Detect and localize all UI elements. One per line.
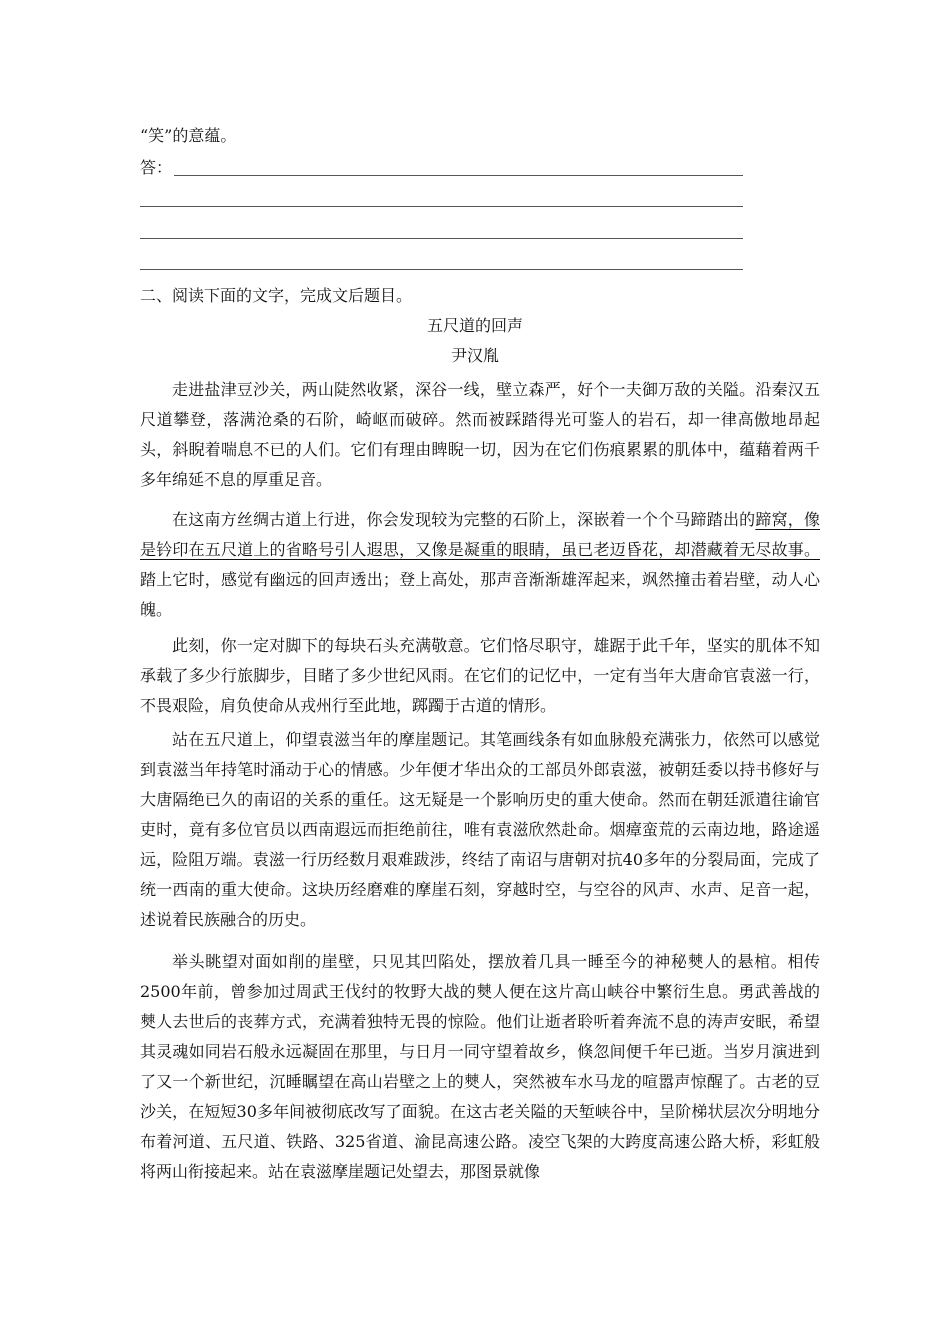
answer-line-1[interactable]: [174, 175, 743, 176]
article-author: 尹汉胤: [450, 346, 499, 365]
answer-line-4[interactable]: [140, 269, 743, 270]
question-tail-text: “笑”的意蕴。: [140, 126, 237, 145]
paragraph-3: 此刻，你一定对脚下的每块石头充满敬意。它们恪尽职守，雄踞于此千年，坚实的肌体不知承载了多少行旅脚步，目睹了多少世纪风雨。在它们的记忆中，一定有当年大唐命官袁滋一行，不畏艰险，肩负使命从戎州行至此地，踯躅于古道的情形。: [140, 636, 820, 715]
answer-label: 答：: [140, 158, 173, 177]
paragraph-2-tail: 踏上它时，感觉有幽远的回声透出；登上高处，那声音渐渐雄浑起来，飒然撞击着岩壁，动人心魄。: [140, 570, 820, 619]
paragraph-2: [140, 505, 820, 625]
paragraph-4: 站在五尺道上，仰望袁滋当年的摩崖题记。其笔画线条有如血脉般充满张力，依然可以感觉到袁滋当年持笔时涌动于心的情感。少年便才华出众的工部员外郎袁滋，被朝廷委以持书修好与大唐隔绝已久的南诏的关系的重任。这无疑是一个影响历史的重大使命。然而在朝廷派遣往谕官吏时，竟有多位官员以西南遐远而拒绝前往，唯有袁滋欣然赴命。烟瘴蛮荒的云南边地，路途遥远，险阻万端。袁滋一行历经数月艰难跋涉，终结了南诏与唐朝对抗40多年的分裂局面，完成了统一西南的重大使命。这块历经磨难的摩崖石刻，穿越时空，与空谷的风声、水声、足音一起，述说着民族融合的历史。: [140, 730, 820, 929]
section-heading: 二、阅读下面的文字，完成文后题目。: [140, 286, 413, 305]
paragraph-2-underlined-sentence: 蹄窝，像是钤印在五尺道上的省略号引人遐思，又像是凝重的眼睛，虽已老迈昏花，却潜藏着无尽故事。: [140, 510, 820, 559]
paragraph-2-lead: 在这南方丝绸古道上行进，你会发现较为完整的石阶上，深嵌着一个个马蹄踏出的: [172, 510, 756, 529]
paragraph-1: 走进盐津豆沙关，两山陡然收紧，深谷一线，壁立森严，好个一夫御万敌的关隘。沿秦汉五尺道攀登，落满沧桑的石阶，崎岖而破碎。然而被踩踏得光可鉴人的岩石，却一律高傲地昂起头，斜睨着喘息不已的人们。它们有理由睥睨一切，因为在它们伤痕累累的肌体中，蕴藉着两千多年绵延不息的厚重足音。: [140, 380, 820, 489]
answer-line-3[interactable]: [140, 238, 743, 239]
article-title: 五尺道的回声: [426, 316, 523, 335]
answer-line-2[interactable]: [140, 206, 743, 207]
paragraph-5: 举头眺望对面如削的崖壁，只见其凹陷处，摆放着几具一睡至今的神秘僰人的悬棺。相传2500年前，曾参加过周武王伐纣的牧野大战的僰人便在这片高山峡谷中繁衍生息。勇武善战的僰人去世后的丧葬方式，充满着独特无畏的惊险。他们让逝者聆听着奔流不息的涛声安眠，希望其灵魂如同岩石般永远凝固在那里，与日月一同守望着故乡，倏忽间便千年已逝。当岁月演进到了又一个新世纪，沉睡瞩望在高山岩壁之上的僰人，突然被车水马龙的喧嚣声惊醒了。古老的豆沙关，在短短30多年间被彻底改写了面貌。在这古老关隘的天堑峡谷中，呈阶梯状层次分明地分布着河道、五尺道、铁路、325省道、渝昆高速公路。凌空飞架的大跨度高速公路大桥，彩虹般将两山衔接起来。站在袁滋摩崖题记处望去，那图景就像: [140, 952, 820, 1181]
